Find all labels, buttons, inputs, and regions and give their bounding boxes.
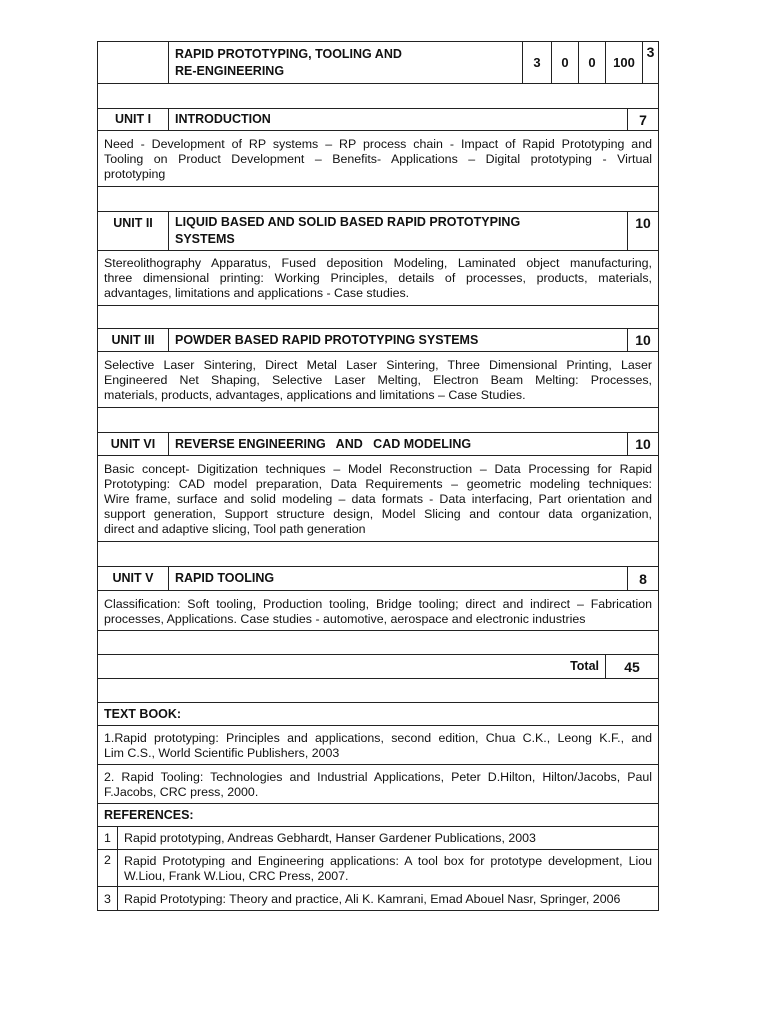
unit-label: UNIT II (113, 216, 153, 230)
course-title-cell (168, 41, 523, 84)
spacer-row (97, 407, 659, 433)
textbook-line: Lim C.S., World Scientific Publishers, 2003 (104, 746, 340, 760)
unit-content (97, 250, 659, 306)
spacer-row (97, 83, 659, 109)
textbook-item-text (98, 767, 658, 800)
unit-title-cell (168, 108, 628, 131)
content-line: Need - Development of RP systems – RP process chain - Impact of Rapid Prototyping and (104, 137, 652, 151)
references-heading: REFERENCES: (104, 807, 194, 822)
total-label: Total (570, 659, 599, 673)
course-L: 3 (533, 55, 541, 70)
unit-content (97, 351, 659, 408)
content-line: three dimensional printing: Working Principles, details of processes, products, materials, (104, 271, 652, 285)
unit-hours: 10 (635, 332, 651, 348)
content-line: Stereolithography Apparatus, Fused deposition Modeling, Laminated object manufacturing, (104, 256, 652, 270)
unit-label-cell (97, 566, 169, 591)
unit-hours: 7 (639, 111, 647, 128)
content-line: Selective Laser Sintering, Direct Metal Laser Sintering, Three Dimensional Printing, Laser (104, 358, 652, 372)
unit-title: REVERSE ENGINEERING AND CAD MODELING (175, 436, 472, 451)
total-value-cell (605, 654, 659, 679)
unit-content-text (98, 459, 658, 537)
unit-hours: 10 (635, 215, 651, 231)
unit-hours-cell (627, 432, 659, 456)
unit-hours-cell (627, 328, 659, 352)
reference-num: 2 (104, 853, 111, 867)
course-title-line2: RE-ENGINEERING (175, 63, 285, 78)
textbook-item-text (98, 728, 658, 761)
content-line: prototyping (104, 167, 166, 181)
textbook-heading-cell (97, 702, 659, 726)
content-line: materials, products, advantages, applications and limitations – Case Studies. (104, 388, 526, 402)
unit-label-cell (97, 211, 169, 251)
course-code-cell (97, 41, 169, 84)
reference-num: 1 (104, 831, 111, 845)
unit-title-line2: SYSTEMS (175, 232, 235, 246)
textbook-item (97, 764, 659, 804)
content-line: Classification: Soft tooling, Production tooling, Bridge tooling; direct and indirect – Fabrication (104, 597, 652, 611)
unit-content-text (98, 253, 658, 301)
unit-title-cell (168, 328, 628, 352)
reference-text-cell (117, 849, 659, 887)
textbook-line: F.Jacobs, CRC press, 2000. (104, 785, 259, 799)
content-line: Wire frame, surface and solid modeling – data formats - Data interfacing, Part orientation and (104, 492, 652, 506)
references-heading-cell (97, 803, 659, 827)
unit-title: RAPID TOOLING (175, 571, 275, 585)
unit-title-line1: LIQUID BASED AND SOLID BASED RAPID PROTOTYPING (175, 215, 521, 229)
reference-line: Rapid Prototyping and Engineering applications: A tool box for prototype development, Liou (124, 854, 652, 868)
unit-content-text (98, 355, 658, 403)
course-P: 0 (588, 55, 596, 70)
reference-text-cell (117, 886, 659, 911)
unit-label: UNIT VI (110, 436, 156, 451)
course-title-line1: RAPID PROTOTYPING, TOOLING AND (175, 46, 402, 61)
unit-hours-cell (627, 108, 659, 131)
unit-title-cell (168, 566, 628, 591)
textbook-heading: TEXT BOOK: (104, 706, 182, 721)
spacer-row (97, 678, 659, 703)
reference-num-cell (97, 826, 118, 850)
unit-label-cell (97, 108, 169, 131)
unit-content-text (98, 134, 658, 182)
course-credits: 3 (646, 44, 655, 60)
content-line: Basic concept- Digitization techniques – Model Reconstruction – Data Processing for Rapid (104, 462, 652, 476)
unit-hours: 8 (639, 570, 647, 587)
course-P-cell (578, 41, 606, 84)
reference-num-cell (97, 849, 118, 887)
unit-title: INTRODUCTION (175, 112, 271, 126)
unit-label: UNIT I (114, 112, 152, 126)
unit-content (97, 130, 659, 187)
course-credits-cell (642, 41, 659, 84)
course-T: 0 (561, 55, 569, 70)
unit-title-cell (168, 432, 628, 456)
content-line: Tooling on Product Development – Benefits- Applications – Digital prototyping - Virtual (104, 152, 652, 166)
unit-title-cell (168, 211, 628, 251)
unit-title: POWDER BASED RAPID PROTOTYPING SYSTEMS (175, 332, 479, 347)
reference-num-cell (97, 886, 118, 911)
textbook-line: 2. Rapid Tooling: Technologies and Industrial Applications, Peter D.Hilton, Hilton/Jacobs, Paul (104, 770, 652, 784)
course-marks: 100 (613, 55, 635, 70)
content-line: Engineered Net Shaping, Selective Laser Melting, Electron Beam Melting: Processes, (104, 373, 652, 387)
reference-num: 3 (104, 891, 111, 906)
reference-text (118, 851, 658, 884)
unit-hours-cell (627, 211, 659, 251)
course-L-cell (522, 41, 552, 84)
unit-label-cell (97, 328, 169, 352)
total-value: 45 (624, 658, 640, 675)
reference-text-cell (117, 826, 659, 850)
reference-line: W.Liou, Frank W.Liou, CRC Press, 2007. (124, 869, 349, 883)
course-T-cell (551, 41, 579, 84)
reference-text: Rapid Prototyping: Theory and practice, Ali K. Kamrani, Emad Abouel Nasr, Springer, 2006 (124, 891, 621, 906)
unit-label: UNIT V (112, 571, 154, 585)
unit-content-text (98, 594, 658, 627)
spacer-row (97, 630, 659, 655)
content-line: direct and adaptive slicing, Tool path generation (104, 522, 366, 536)
textbook-item (97, 725, 659, 765)
content-line: processes, Applications. Case studies - automotive, aerospace and electronic industries (104, 612, 586, 626)
unit-content (97, 455, 659, 542)
spacer-row (97, 305, 659, 329)
spacer-row (97, 541, 659, 567)
content-line: Prototyping: CAD model preparation, Data Requirements – geometric modeling techniques: (104, 477, 652, 491)
total-label-cell (97, 654, 606, 679)
course-marks-cell (605, 41, 643, 84)
unit-content (97, 590, 659, 631)
content-line: advantages, limitations and applications - Case studies. (104, 286, 410, 300)
spacer-row (97, 186, 659, 212)
content-line: support generation, Support structure design, Model Slicing and contour data organization, (104, 507, 652, 521)
unit-label: UNIT III (111, 332, 155, 347)
reference-text: Rapid prototyping, Andreas Gebhardt, Hanser Gardener Publications, 2003 (124, 831, 536, 845)
unit-label-cell (97, 432, 169, 456)
unit-hours-cell (627, 566, 659, 591)
textbook-line: 1.Rapid prototyping: Principles and applications, second edition, Chua C.K., Leong K.F., and (104, 731, 652, 745)
unit-hours: 10 (635, 436, 651, 452)
